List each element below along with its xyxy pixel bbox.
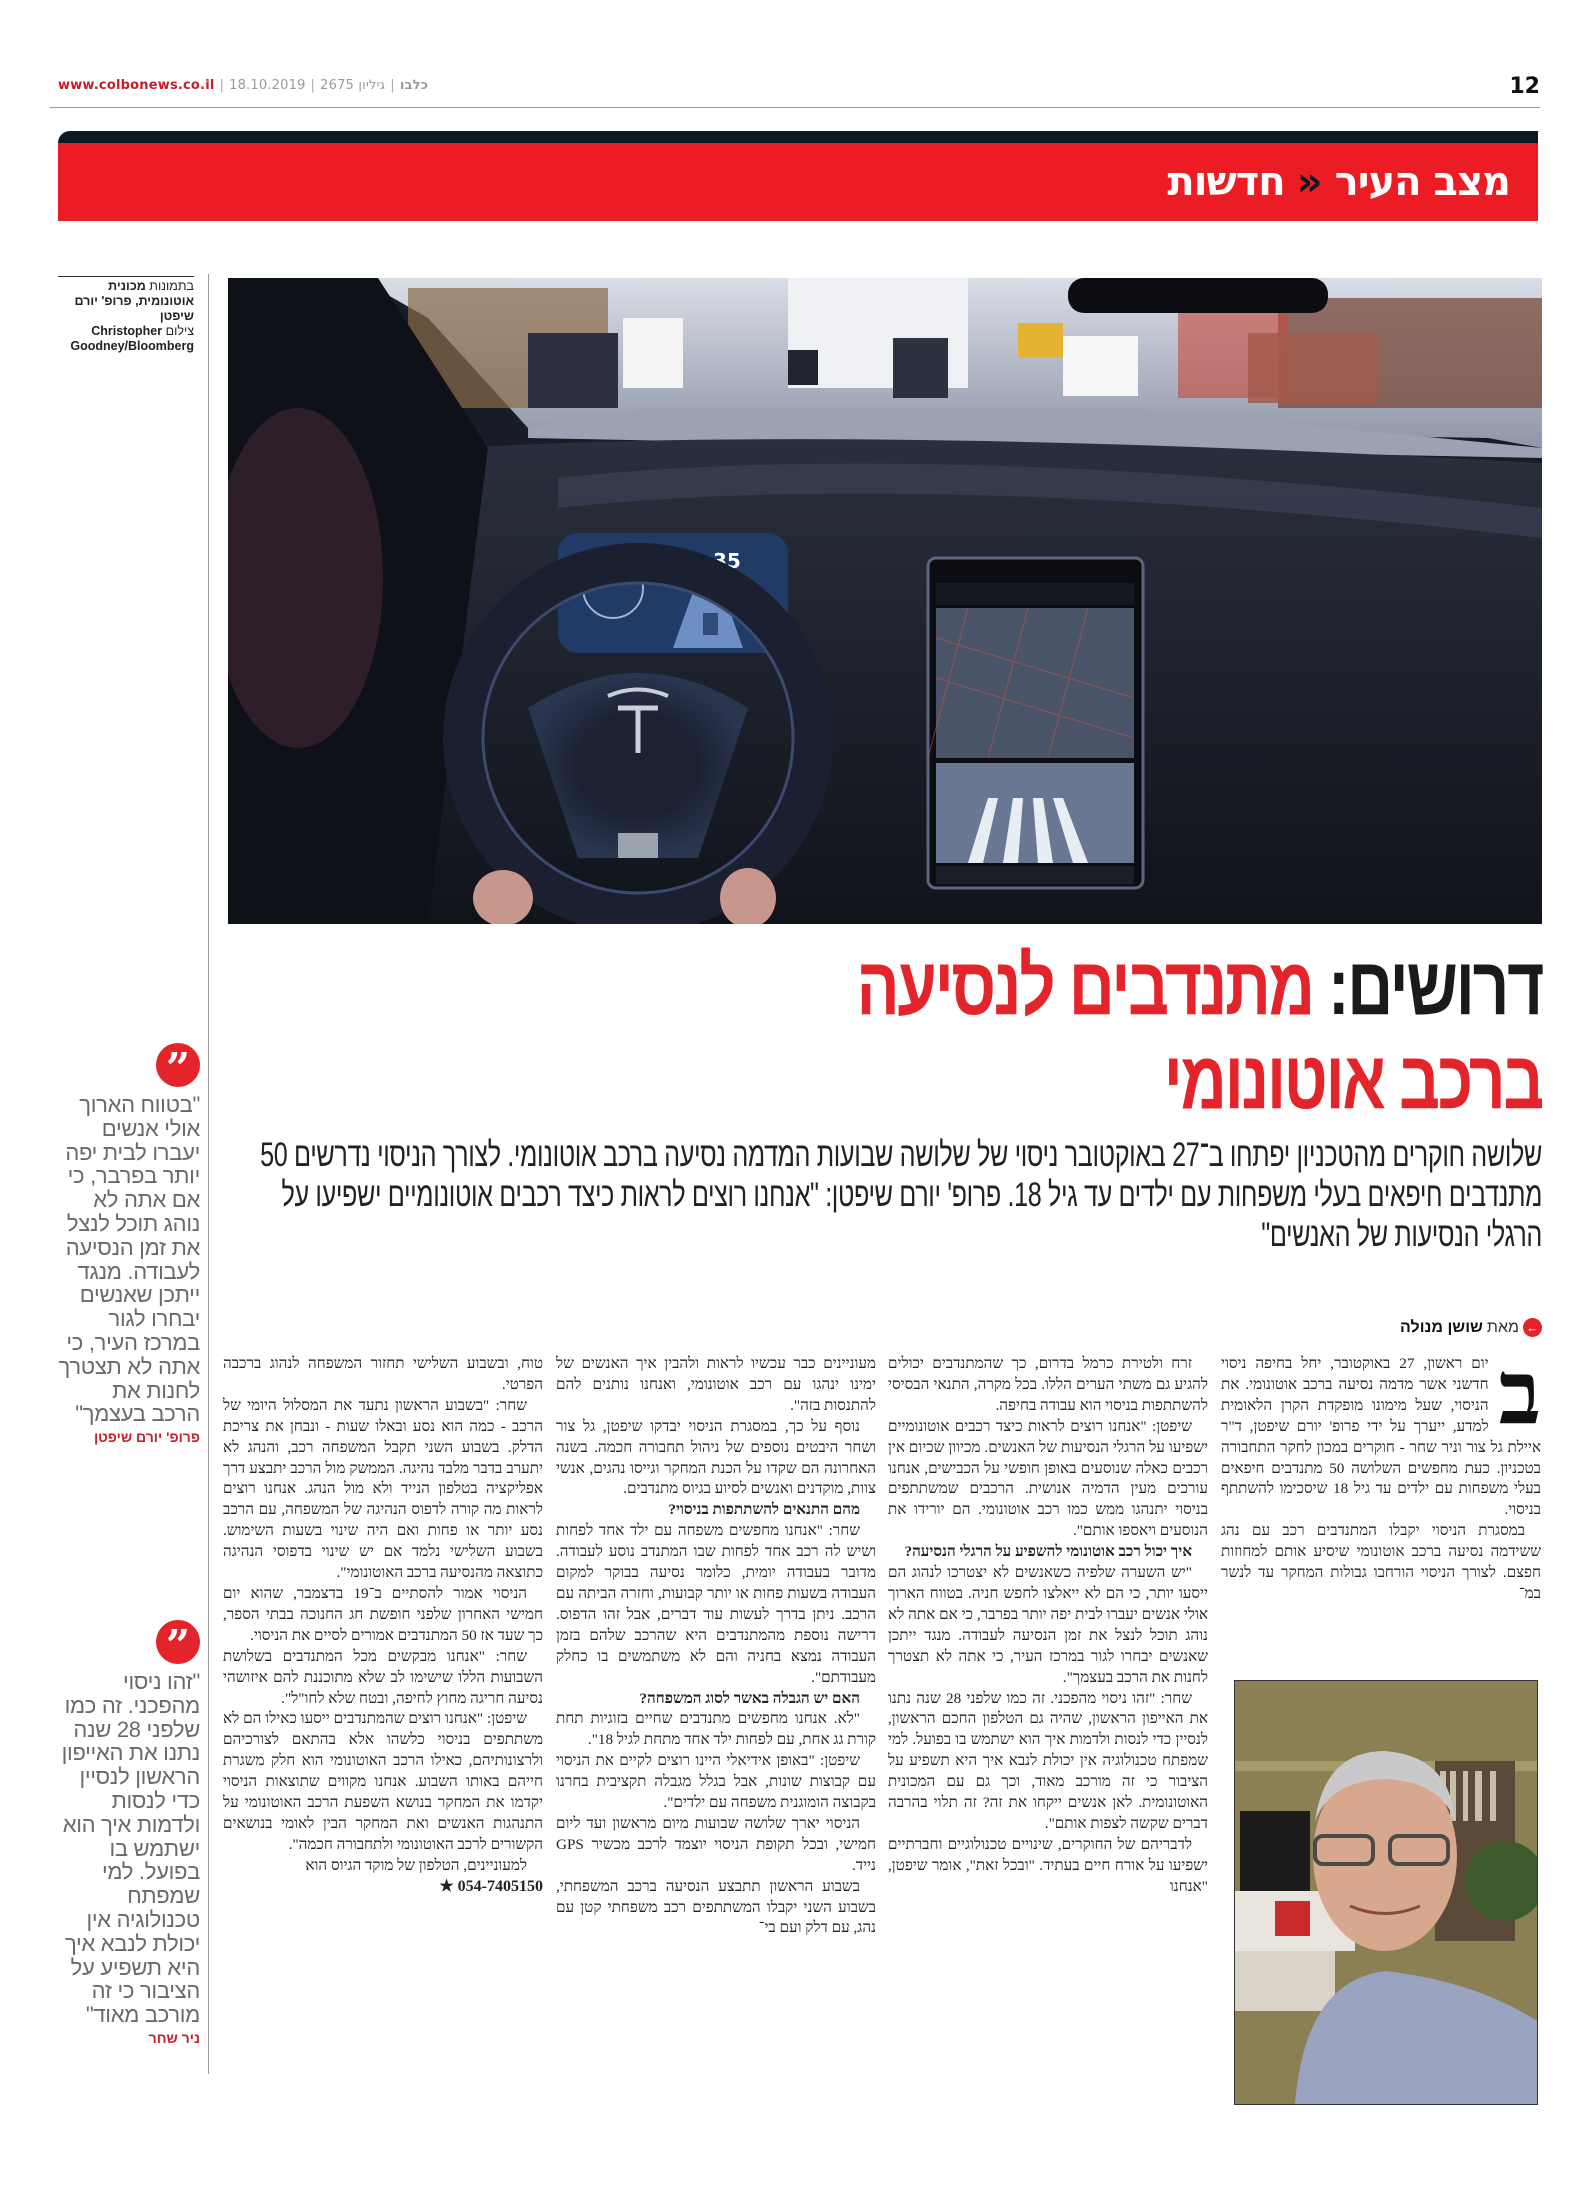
photo-caption (58, 279, 194, 354)
section-title: מצב העיר (1334, 159, 1510, 205)
article-paragraph: שיפטן: "אנחנו רוצים שהמתנדבים ייסעו כאילו הם לא משתתפים בניסוי כלשהו אלא בהתאם לצורכיהם ולרצונותיהם, כאילו הרכב האוטונומי הוא חלק משגרת חייהם באותו השבוע. אנחנו מקווים שתוצאות הניסוי יקדמו את המחקר בנושא השפעת הרכב האוטונומי על התנהגות האנשים ואת המחקר הבין לאומי בנושאים הקשורים לרכב האוטונומי ולתחבורה חכמה". (223, 1710, 543, 1853)
recruitment-phone[interactable]: ★ 054-7405150 (439, 1877, 543, 1895)
article-paragraph: שחר: "אנחנו מבקשים מכל המתנדבים בשלושת השבועות הללו שישימו לב שלא מתוכננת להם איזושהי נסיעה חריגה מחוץ לחיפה, ובטח שלא לחו"ל". (223, 1647, 543, 1707)
article-paragraph: הניסוי יארך שלושה שבועות מיום מראשון ועד ליום חמישי, ובכל תקופת הניסוי יוצמד לרכב מכשיר GPS נייד. (556, 1814, 876, 1874)
article-paragraph: שחר: "בשבוע הראשון נתעד את המסלול היומי של הרכב - כמה הוא נסע ובאלו שעות - ונבחן את צריכת הדלק. בשבוע השני תקבל המשפחה רכב, והנהג לא יתערב בדבר מלבד נהיגה. הממשק מול הרכב יתבצע דרך אפליקציה בטלפון הנייד ולא מול הנהג. אנחנו רוצים לראות מה קורה לדפוס הנהיגה של המשפחה, עם הרכב נסע יותר או פחות ואם היה שינוי בשעות השימוש. בשבוע השלישי נלמד אם יש שינוי בדפוסי הנהיגה כתוצאה מהנסיעה ברכב האוטונומי". (223, 1396, 543, 1582)
article-paragraph: "לא. אנחנו מחפשים מתנדבים שחיים בזוגיות תחת קורת גג אחת, עם לפחות ילד אחד מתחת לגיל 18". (556, 1710, 876, 1749)
drop-cap: ב (1498, 1346, 1541, 1443)
photo-credit: Christopher Goodney/Bloomberg (70, 324, 194, 353)
headline-lead: דרושים: (1328, 941, 1542, 1032)
article-column-4 (223, 1354, 543, 1898)
article-paragraph: בשבוע הראשון תתבצע הנסיעה ברכב המשפחתי, בשבוע השני יקבלו המשתתפים רכב משפחתי קטן עם נהג, עם דלק ועם בי־ (556, 1877, 876, 1937)
publication-name: כלבו (399, 78, 429, 93)
article-paragraph: טוח, ובשבוע השלישי תחזור המשפחה לנהוג ברכבה הפרטי. (223, 1355, 543, 1393)
article-column-3 (556, 1354, 876, 1939)
interview-question: האם יש הגבלה באשר לסוג המשפחה? (639, 1689, 860, 1707)
quote-icon: ” (156, 1043, 200, 1087)
section-banner (58, 143, 1538, 221)
site-url[interactable]: www.colbonews.co.il (58, 78, 215, 93)
credit-label: צילום (165, 324, 194, 338)
double-chevron-icon: « (1296, 159, 1323, 205)
article-paragraph: "יש השערה שלפיה כשאנשים לא יצטרכו לנהוג הם ייסעו יותר, כי הם לא ייאלצו לחפש חניה. בטווח הארוך אולי אנשים יעברו לבית יפה יותר בפרבר, כי אם אתה לא נוהג תוכל לנצל את זמן הנסיעה לעבודה. מנגד ייתכן שאנשים יבחרו לגור במרכז העיר, כי אתה לא תצטרך לחנות את הרכב בעצמך". (888, 1564, 1208, 1686)
article-paragraph: למעוניינים, הטלפון של מוקד הגיוס הוא (305, 1856, 527, 1874)
byline-prefix: מאת (1486, 1318, 1519, 1336)
pull-quote-text: "זהו ניסוי מהפכני. זה כמו שלפני 28 שנה נתנו את האייפון הראשון לנסיין כדי לנסות ולדמות איך הוא ישתמש בו בפועל. למי שמפתח טכנולוגיה אין יכולת לנבא איך היא תשפיע על הציבור כי זה מורכב מאוד" (61, 1669, 200, 2028)
header-divider (50, 107, 1540, 108)
headline (228, 940, 1542, 1128)
caption-lead: בתמונות (145, 279, 194, 293)
issue-meta-line: www.colbonews.co.il | כלבו|גיליון 2675|18.10.2019 (58, 78, 429, 93)
article-column-1 (1221, 1346, 1541, 1605)
sidebar-divider (208, 274, 209, 2074)
issue-date: 18.10.2019 (229, 78, 306, 93)
article-paragraph: שיפטן: "אנחנו רוצים לראות כיצד רכבים אוטונומיים ישפיעו על הרגלי הנסיעות של האנשים. מכיוון שכיום אין רכבים כאלה שנוסעים באופן חופשי על הכבישים, אנחנו עורכים מעין הדמיה אנושית. הרכבים שמשתתפים בניסוי יתנהגו ממש כמו רכב אוטונומי. הם יורידו את הנוסעים ויאספו אותם". (888, 1417, 1208, 1540)
pull-quote-1 (58, 1043, 200, 1445)
section-category: חדשות (1167, 159, 1285, 205)
caption-rule (58, 276, 194, 277)
interview-question: איך יכול רכב אוטונומי להשפיע על הרגלי הנסיעה? (904, 1543, 1192, 1561)
article-paragraph: הניסוי אמור להסתיים ב־19 בדצמבר, שהוא יום חמישי האחרון שלפני חופשת חג החנוכה בבתי הספר, כך שעד אז 50 המתנדבים אמורים לסיים את הניסוי. (223, 1584, 543, 1644)
main-photo (228, 278, 1542, 924)
quote-icon: ” (156, 1620, 200, 1664)
article-paragraph: נוסף על כך, במסגרת הניסוי יבדקו שיפטן, גל צור ושחר היבטים נוספים של ניהול תחבורה חכמה. בשנה האחרונה הם שקדו על הכנת המחקר וגייסו נהגים, אנשי צוות, מוקדנים ואנשים לסיוע בגיוס מתנדבים. (556, 1417, 876, 1498)
page-number: 12 (1509, 74, 1540, 99)
article-column-2 (888, 1354, 1208, 1898)
caption-subject: מכונית אוטונומית, פרופ' יורם שיפטן (74, 279, 194, 323)
article-paragraph: לדבריהם של החוקרים, שינויים טכנולוגיים וחברתיים ישפיעו על אורח חיים בעתיד. "ובכל זאת", אומר שיפטן, "אנחנו (888, 1835, 1208, 1895)
headline-main-line1: מתנדבים לנסיעה (856, 941, 1313, 1032)
pull-quote-text: "בטווח הארוך אולי אנשים יעברו לבית יפה יותר בפרבר, כי אם אתה לא נוהג תוכל לנצל את זמן הנסיעה לעבודה. מנגד ייתכן שאנשים יבחרו לגור במרכז העיר, כי אתה לא תצטרך לחנות את הרכב בעצמך" (58, 1092, 200, 1427)
byline (1400, 1318, 1542, 1337)
article-paragraph: שחר: "אנחנו מחפשים משפחה עם ילד אחד לפחות ושיש לה רכב אחד לפחות שבו המתנדב נוסע לעבודה. מדובר בעבודה יומית, כלומר נסיעה בבוקר למקום העבודה בשעות פחות או יותר קבועות, וחזרה הביתה עם הרכב. ניתן בדרך לעשות עוד דברים, אבל זהו הדפוס. דרישה נוספת מהמתנדבים היא שהרכב שלהם בזמן העבודה נמצא בחניה והם לא משתמשים בו כחלק מעבודתם". (556, 1522, 876, 1686)
headline-main-line2: ברכב אוטונומי (1163, 1035, 1542, 1126)
pull-quote-attribution: פרופ' יורם שיפטן (93, 1429, 200, 1446)
portrait-photo (1234, 1680, 1538, 2105)
issue-number: גיליון 2675 (320, 78, 386, 93)
article-paragraph: יום ראשון, 27 באוקטובר, יחל בחיפה ניסוי חדשני אשר מדמה נסיעה ברכב אוטונומי. את הניסוי, שעל מימונו מופקדת הקרן הלאומית למדע, ייערך על ידי פרופ' יורם שיפטן, ד"ר איילת גל צור וניר שחר - חוקרים במכון לחקר התחבורה בטכניון. כעת מחפשים השלושה 50 מתנדבים חיפאים בעלי משפחות עם ילדים עד גיל 18 שיסכימו להשתתף בניסוי. (1221, 1355, 1541, 1519)
pull-quote-attribution: ניר שחר (148, 2029, 200, 2046)
arrow-left-icon: ← (1523, 1318, 1542, 1337)
speed-readout: 35 (713, 549, 741, 573)
article-paragraph: שחר: "זהו ניסוי מהפכני. זה כמו שלפני 28 שנה נתנו את האייפון הראשון, שהיה גם הטלפון החכם הראשון, לנסיין כדי לנסות ולדמות איך הוא ישתמש בו בפועל. למי שמפתח טכנולוגיה אין יכולת לנבא איך היא תשפיע על הציבור כי זה מורכב מאוד, וכך גם עם המכונית האוטונומית. לאן אנשים ייקחו את זה? זה תלוי בהרבה דברים שקשה לצפות אותם". (888, 1689, 1208, 1832)
article-paragraph: שיפטן: "באופן אידיאלי היינו רוצים לקיים את הניסוי עם קבוצות שונות, אבל בגלל מגבלה תקציבית בחרנו בקבוצה הומוגנית משפחה עם ילדים". (556, 1752, 876, 1812)
article-paragraph: מעוניינים כבר עכשיו לראות ולהבין איך האנשים של ימינו ינהגו עם רכב אוטונומי, ואנחנו נותנים להם להתנסות בזה". (556, 1355, 876, 1414)
banner-top-strip (58, 131, 1538, 143)
pull-quote-2 (58, 1620, 200, 2046)
subheadline: שלושה חוקרים מהטכניון יפתחו ב־27 באוקטובר ניסוי של שלושה שבועות המדמה נסיעה ברכב אוטונומי. לצורך הניסוי נדרשים 50 מתנדבים חיפאים בעלי משפחות עם ילדים עד גיל 18. פרופ' יורם שיפטן: "אנחנו רוצים לראות כיצד רכבים אוטונומיים ישפיעו על הרגלי הנסיעות של האנשים" (260, 1136, 1542, 1254)
article-paragraph: זרח ולטירת כרמל בדרום, כך שהמתנדבים יכולים להגיע גם משתי הערים הללו. בכל מקרה, התנאי הבסיסי להשתתפות בניסוי הוא עבודה בחיפה. (888, 1355, 1208, 1414)
byline-author: שושן מנולה (1400, 1318, 1483, 1336)
interview-question: מהם התנאים להשתתפות בניסוי? (668, 1501, 860, 1519)
article-paragraph: במסגרת הניסוי יקבלו המתנדבים רכב עם נהג ששידמה נסיעה ברכב אוטונומי שיסיע אותם למחוזות חפצם. לצורך הניסוי הורחבו גבולות המחקר עד לנשר במ־ (1221, 1522, 1541, 1602)
